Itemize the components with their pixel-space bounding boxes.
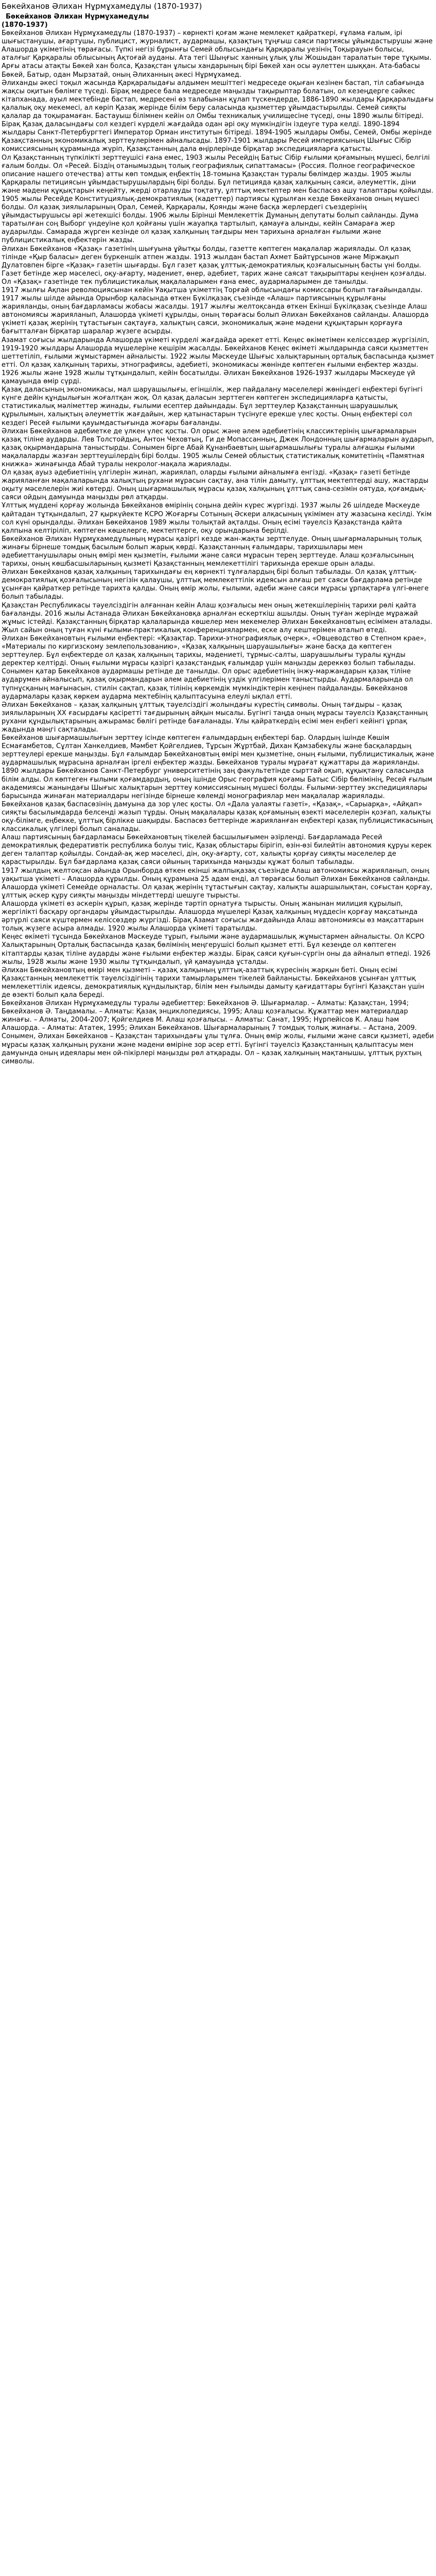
article-paragraph: Кеңес өкіметі тұсында Бөкейханов Мәскеуде тұрып, ғылыми және аудармашылық жұмыстармен айналысты. Ол КСРО Халықтарының Орталық баспасында қазақ бөлімінің меңгерушісі болып қызмет етті. Бұл кезеңде ол көптеген кітаптарды қазақ тіліне аударды және ғылыми еңбектер жазды. Бірақ саяси қуғын-сүргін оны да айналып өтпеді. 1926 жылы, 1928 жылы және 1930 жылы тұтқындалып, үй қамауында ұсталды. xyxy=(2,933,431,966)
article-heading: Бөкейханов Әлихан Нұрмұхамедұлы xyxy=(6,13,149,21)
article-paragraph: Әлихан Бөкейханов әдебиетке де үлкен үлес қосты. Ол орыс және әлем әдебиетінің классиктерінің шығармаларын қазақ тіліне аударды. Лев Толстойдың, Антон Чеховтың, Ги де Мопассанның, Джек Лондонның шығармаларын аударып, қазақ оқырмандарына таныстырды. Сонымен бірге Абай Құнанбаевтың шығармашылығы туралы алғашқы ғылыми мақалаларды жазған зерттеушілердің бірі болды. 1905 жылы Семей облыстық статистикалық комитетінің «Памятная книжка» жинағында Абай туралы некролог-мақала жариялады. xyxy=(2,427,434,468)
article-paragraph: 1917 жылғы Ақпан революциясынан кейін Уақытша үкіметтің Торғай облысындағы комиссары болып тағайындалды. 1917 жылы шілде айында Орынбор қаласында өткен Бүкілқазақ съезінде «Алаш» партиясының құрылғаны жарияланды, оның бағдарламасы жобасы жасалды. 1917 жылғы желтоқсанда өткен Екінші Бүкілқазақ съезінде Алаш автономиясы жарияланып, Алашорда үкіметі құрылды, оның төрағасы болып Әлихан Бөкейханов сайланды. Алашорда үкіметі қазақ жерінің тұтастығын сақтауға, халықтың саяси, экономикалық және мәдени құқықтарын қорғауға бағытталған бірқатар шаралар жүзеге асырды. xyxy=(2,286,429,336)
article-paragraph: Әлихан Бөкейхановтың өмірі мен қызметі – қазақ халқының ұлттық-азаттық күресінің жарқын беті. Оның есімі Қазақстанның мемлекеттік тәуелсіздігінің тарихи тамырларымен тікелей байланысты. Бөкейханов ұсынған ұлттық мемлекеттілік идеясы, демократиялық құндылықтар, білім мен ғылымды дамыту қағидаттары бүгінгі Қазақстан үшін де өзекті болып қала береді. xyxy=(2,966,425,999)
article-paragraph: Ол қазақ ауыз әдебиетінің үлгілерін жинап, жариялап, оларды ғылыми айналымға енгізді. «Қазақ» газеті бетінде жарияланған мақалаларында халықтың рухани мұрасын сақтау, ана тілін дамыту, ұлттық мектептерді ашу, жастарды оқыту мәселелерін жиі көтерді. Оның шығармашылық мұрасы қазақ халқының ұлттық сана-сезімін оятуда, қоғамдық-саяси ойдың дамуында маңызды рөл атқарды. xyxy=(2,469,429,502)
article-body xyxy=(0,11,436,1066)
article-paragraph: Азамат соғысы жылдарында Алашорда үкіметі күрделі жағдайда әрекет етті. Кеңес өкіметімен келіссөздер жүргізіліп, 1919-1920 жылдары Алашорда мүшелеріне кешірім жасалды. Бөкейханов Кеңес өкіметі жылдарында саяси қызметтен шеттетіліп, ғылыми жұмыстармен айналысты. 1922 жылы Мәскеуде Шығыс халықтарының орталық баспасында қызмет етті. Ол қазақ халқының тарихы, этнографиясы, әдебиеті, экономикасы жөнінде көптеген ғылыми еңбектер жазды. 1926 жылы және 1928 жылы тұтқындалып, кейін босатылды. Әлихан Бөкейханов 1926-1937 жылдары Мәскеуде үй қамауында өмір сүрді. xyxy=(2,336,434,386)
article-paragraph: Қазақстан Республикасы тәуелсіздігін алғаннан кейін Алаш қозғалысы мен оның жетекшілерінің тарихи рөлі қайта бағаланды. 2016 жылы Астанада Әлихан Бөкейхановқа арналған ескерткіш ашылды. Оның туған жерінде мұражай жұмыс істейді. Қазақстанның бірқатар қалаларында көшелер мен мекемелер Әлихан Бөкейхановтың есімімен аталады. Жыл сайын оның туған күні ғылыми-практикалық конференциялармен, еске алу кештерімен аталып өтеді. xyxy=(2,601,432,634)
article-years: (1870-1937) xyxy=(2,21,48,29)
article-paragraph: Әлихан Бөкейхановтың ғылыми еңбектері: «Қазақтар. Тарихи-этнографиялық очерк», «Овцеводство в Степном крае», «Материалы по киргизскому землепользованию», «Қазақ халқының шаруашылығы» және басқа да көптеген зерттеулер. Бұл еңбектерде ол қазақ халқының тарихы, мәдениеті, тұрмыс-салты, шаруашылығы туралы құнды деректер келтірді. Оның ғылыми мұрасы қазіргі қазақстандық ғалымдар үшін маңызды дереккөз болып табылады. xyxy=(2,634,426,668)
article-paragraph: Бөкейханов Әлихан Нұрмұхамедұлының мұрасы қазіргі кезде жан-жақты зерттелуде. Оның шығармаларының толық жинағы бірнеше томдық басылым болып жарық көрді. Қазақстанның ғалымдары, тарихшылары мен әдебиеттанушылары оның өмірі мен қызметін, ғылыми және саяси мұрасын терең зерттеуде. Алаш қозғалысының тарихы, оның көшбасшыларының қызметі Қазақстанның мемлекеттілігі тарихында ерекше орын алады. xyxy=(2,535,422,568)
article-paragraph: 1890 жылдары Бөкейханов Санкт-Петербург университетінің заң факультетінде сырттай оқып, құқықтану саласында білім алды. Ол көптеген ғылыми қоғамдардың, оның ішінде Орыс география қоғамы Батыс Сібір бөлімінің, Ресей ғылым академиясы жанындағы Шығыс халықтарын зерттеу комиссиясының мүшесі болды. Ғылыми-зерттеу экспедициялары барысында жинаған материалдары негізінде бірнеше көлемді монографиялар мен мақалалар жариялады. xyxy=(2,767,432,800)
article-paragraph: Бөкейханов Әлихан Нұрмұхамедұлы туралы әдебиеттер: Бөкейханов Ә. Шығармалар. – Алматы: Қазақстан, 1994; Бөкейханов Ә. Таңдамалы. – Алматы: Қазақ энциклопедиясы, 1995; Алаш қозғалысы. Құжаттар мен материалдар жинағы. – Алматы, 2004-2007; Қойгелдиев М. Алаш қозғалысы. – Алматы: Санат, 1995; Нұрпейісов К. Алаш һәм Алашорда. – Алматы: Ататек, 1995; Әлихан Бөкейханов. Шығармаларының 7 томдық толық жинағы. – Астана, 2009. xyxy=(2,999,417,1032)
article-paragraph: Әлиханды әкесі тоқыл жасында Қарқаралыдағы алдымен мешіттегі медреседе оқыған кезінен бастап, тіл сабағында жақсы оқитын бөлімге түседі. Бірақ медресе бала медреседе маңызды тақырыптар болатын, ол кезеңдерге сәйкес кітапханада, ауыл мектебінде бастап, медресені өз талабынан құлап түскендерде, 1886-1890 жылдары Қарқаралыдағы қалалық оқу мекемесі, ал көріп Қазақ жерінде білім беру саласында қызметтер ұйымдастырылды. Семей сияқты қалалар да тоқырамаған. Бастауыш білімнен кейін ол Омбы техникалық училищесіне түседі, оны 1890 жылы бітіреді. Бірақ Қазақ даласындағы сол кездегі күрделі жағдайда одан әрі оқу мүмкіндігін іздеуге тура келді. 1890-1894 жылдары Санкт-Петербургтегі Император Орман институтын бітіреді. 1894-1905 жылдары Омбы, Семей, Омбы жерінде Қазақстанның экономикалық зерттеулерімен айналысады. 1897-1901 жылдары Ресей империясының Шығыс Сібір комиссиясының құрамында жүріп, Қазақстанның дала өңірлерінде бірқатар экспедицияларға қатысты. xyxy=(2,79,434,154)
article-paragraph: Бөкейханов қазақ баспасөзінің дамуына да зор үлес қосты. Ол «Дала уалаяты газеті», «Қазақ», «Сарыарқа», «Айқап» сияқты басылымдарда белсенді жазып тұрды. Оның мақалалары қазақ қоғамының өзекті мәселелерін қозғап, халықты оқу-білімге, еңбекке, ұлттық бірлікке шақырды. Баспасөз беттерінде жарияланған еңбектері қазақ публицистикасының классикалық үлгілері болып саналады. xyxy=(2,800,433,834)
article-paragraph: Бөкейханов шығармашылығын зерттеу ісінде көптеген ғалымдардың еңбектері бар. Олардың ішінде Көшім Есмағамбетов, Сұлтан Ханкелдиев, Мәмбет Қойгелдиев, Тұрсын Жұртбай, Дихан Қамзабекұлы және басқалардың зерттеулері ерекше маңызды. Бұл ғалымдар Бөкейхановтың өмірі мен қызметіне, оның ғылыми, публицистикалық және аудармашылық мұрасына арналған іргелі еңбектер жазды. Бөкейханов туралы мұрағат құжаттары да жарияланды. xyxy=(2,734,434,767)
article-paragraph: Сонымен, Әлихан Бөкейханов – Қазақстан тарихындағы ұлы тұлға. Оның өмір жолы, ғылыми және саяси қызметі, әдеби мұрасы қазақ халқының рухани және мәдени өміріне зор әсер етті. Бүгінгі тәуелсіз Қазақстанның қалыптасуы мен дамуында оның идеялары мен ой-пікірлері маңызды рөл атқарады. Ол – қазақ халқының мақтанышы, ұлттық рухтың символы. xyxy=(2,1032,434,1065)
article-paragraph: 1917 жылдың желтоқсан айында Орынборда өткен екінші жалпықазақ съезінде Алаш автономиясы жарияланып, оның уақытша үкіметі – Алашорда құрылды. Оның құрамына 25 адам енді, ал төрағасы болып Әлихан Бөкейханов сайланды. Алашорда үкіметі Семейде орналасты. Ол қазақ жерінің тұтастығын сақтау, халықты ашаршылықтан, соғыстан қорғау, ұлттық әскер құру сияқты маңызды міндеттерді шешуге тырысты. xyxy=(2,867,432,900)
article-paragraphs xyxy=(2,29,434,1066)
page-title: Бөкейханов Әлихан Нұрмұхамедұлы (1870-1937) xyxy=(2,2,202,11)
article-paragraph: Әлихан Бөкейханов қазақ халқының тарихындағы ең көрнекті тұлғалардың бірі болып табылады. Ол қазақ ұлттық-демократиялық қозғалысының негізін қалаушы, ұлттық мемлекеттілік идеясын алғаш рет саяси бағдарлама ретінде ұсынған қайраткер ретінде тарихта қалды. Оның өмір жолы, ғылыми, әдеби және саяси мұрасы ұрпақтарға үлгі-өнеге болып табылады. xyxy=(2,568,429,601)
article-paragraph: Алаш партиясының бағдарламасы Бөкейхановтың тікелей басшылығымен әзірленді. Бағдарламада Ресей демократиялық федеративтік республика болуы тиіс, Қазақ облыстары бірігіп, өзін-өзі билейтін автономия құруы керек деген талаптар қойылды. Сондай-ақ жер мәселесі, дін, оқу-ағарту, сот, халықты қорғау сияқты мәселелер де қарастырылды. Бұл бағдарлама қазақ саяси ойының тарихында маңызды құжат болып табылады. xyxy=(2,834,432,867)
article-paragraph: Сонымен қатар Бөкейханов аудармашы ретінде де танылды. Ол орыс әдебиетінің інжу-маржандарын қазақ тіліне аударумен айналысып, қазақ оқырмандарын әлем әдебиетінің үздік үлгілерімен таныстырды. Аудармаларында ол түпнұсқаның мағынасын, стилін сақтап, қазақ тілінің көркемдік мүмкіндіктерін кеңінен пайдаланды. Бөкейханов аудармалары қазақ көркем аударма мектебінің қалыптасуына елеулі ықпал етті. xyxy=(2,668,413,701)
article-paragraph: Әлихан Бөкейханов «Қазақ» газетінің шығуына ұйытқы болды, газетте көптеген мақалалар жариялады. Ол қазақ тілінде «Қыр баласы» деген бүркеншік атпен жазды. 1913 жылдан бастап Ахмет Байтұрсынов және Міржақып Дулатовпен бірге «Қазақ» газетін шығарды. Бұл газет қазақ ұлттық-демократиялық қозғалысының басты үні болды. Газет бетінде жер мәселесі, оқу-ағарту, мәдениет, өнер, әдебиет, тарих және саясат тақырыптары кеңінен қозғалды. Ол «Қазақ» газетінде тек публицистикалық мақалаларымен ғана емес, аудармаларымен де танылды. xyxy=(2,245,427,286)
article-paragraph: Алашорда үкіметі өз әскерін құрып, қазақ жерінде тәртіп орнатуға тырысты. Оның жанынан милиция құрылып, жергілікті басқару органдары ұйымдастырылды. Алашорда мүшелері Қазақ халқының мүддесін қорғау мақсатында әртүрлі саяси күштермен келіссөздер жүргізді. Бірақ Азамат соғысы жағдайында Алаш автономиясы өз мақсаттарын толық жүзеге асыра алмады. 1920 жылы Алашорда үкіметі таратылды. xyxy=(2,900,424,933)
article-paragraph: Бөкейханов Әлихан Нұрмұхамедұлы (1870-1937) – көрнекті қоғам және мемлекет қайраткері, ғұлама ғалым, ірі шығыстанушы, ағартушы, публицист, журналист, аудармашы, қазақтың тұңғыш саяси партиясы ұйымдастырушы және Алашорда үкіметінің төрағасы. Түпкі негізі бұрынғы Семей облысындағы Қарқаралы уезінің Тоқырауын болысы, аталғыг Қарқаралы облысының Ақтоғай ауданы. Ата тегі Шыңғыс ханның ұлық ұлы Жошыдан таралатын төре тұқымы. Арғы атасы атақты Бөкей хан болса, Қазақстан ұлысы хандарының бірі Бөкей хан осы әулеттен шыққан. Ата-бабасы Бөкей, Батыр, одан Мырзатай, оның Әлиханның әкесі Нұрмұхамед. xyxy=(2,29,433,79)
article-paragraph: 1905 жылы Ресейде Конституциялық-демократиялық (кадеттер) партиясы құрылған кезде Бөкейханов оның мүшесі болды. Ол қазақ зиялыларының Орал, Семей, Қарқаралы, Қоянды және басқа жерлердегі съездерінің ұйымдастырушысы әрі жетекшісі болды. 1906 жылы Бірінші Мемлекеттік Думаның депутаты болып сайланды. Дума таратылған соң Выборг үндеуіне қол қойғаны үшін жауапқа тартылып, қамауға алынды, кейін Самараға жер аударылды. Самарада жүрген кезінде ол қазақ халқының тағдыры мен тарихына арналған ғылыми және публицистикалық еңбектерін жазды. xyxy=(2,195,420,245)
article-paragraph: Әлихан Бөкейханов – қазақ халқының ұлттық тәуелсіздігі жолындағы күрестің символы. Оның тағдыры – қазақ зиялыларының ХХ ғасырдағы қасіретті тағдырының айқын мысалы. Бүгінгі таңда оның мұрасы тәуелсіз Қазақстанның рухани құндылықтарының ажырамас бөлігі ретінде бағаланады. Ұлы қайраткердің есімі мен еңбегі кейінгі ұрпақ жадында мәңгі сақталады. xyxy=(2,701,428,734)
article-paragraph: Ол Қазақстанның түпкілікті зерттеушісі ғана емес, 1903 жылы Ресейдің Батыс Сібір ғылыми қоғамының мүшесі, белгілі ғалым болды. Ол «Ресей. Біздің отанымыздың толық географиялық сипаттамасы» (Россия. Полное географическое описание нашего отечества) атты көп томдық еңбектің 18-томына Қазақстан туралы бөлімдер жазды. 1905 жылы Қарқаралы петициясын ұйымдастырушылардың бірі болды. Бұл петицияда қазақ халқының саяси, әлеуметтік, діни және мәдени құқықтарын кеңейту, жерді отарлауды тоқтату, ұлттық мектептер мен баспасөз ашу талаптары қойылды. xyxy=(2,154,433,195)
article-paragraph: Қазақ даласының экономикасы, мал шаруашылығы, егіншілік, жер пайдалану мәселелері жөніндегі еңбектері бүгінгі күнге дейін құндылығын жоғалтқан жоқ. Ол қазақ даласын зерттеген көптеген экспедицияларға қатысты, статистикалық мәліметтер жинады, ғылыми есептер дайындады. Бұл зерттеулер Қазақстанның шаруашылық құрылымын, халықтың әлеуметтік жағдайын, жер қатынастарын түсінуге ерекше үлес қосты. Оның еңбектері сол кездегі Ресей ғылыми қауымдастығында жоғары бағаланды. xyxy=(2,386,423,427)
article-paragraph: Ұлттық мүддені қорғау жолында Бөкейханов өмірінің соңына дейін күрес жүргізді. 1937 жылы 26 шілдеде Мәскеуде қайтадан тұтқындалып, 27 қыркүйекте КСРО Жоғарғы Сотының Әскери алқасының үкімімен ату жазасына кесілді. Үкім сол күні орындалды. Әлихан Бөкейханов 1989 жылы толықтай ақталды. Оның есімі тәуелсіз Қазақстанда қайта қалпына келтіріліп, көптеген көшелерге, мектептерге, оқу орындарына берілді. xyxy=(2,502,432,535)
